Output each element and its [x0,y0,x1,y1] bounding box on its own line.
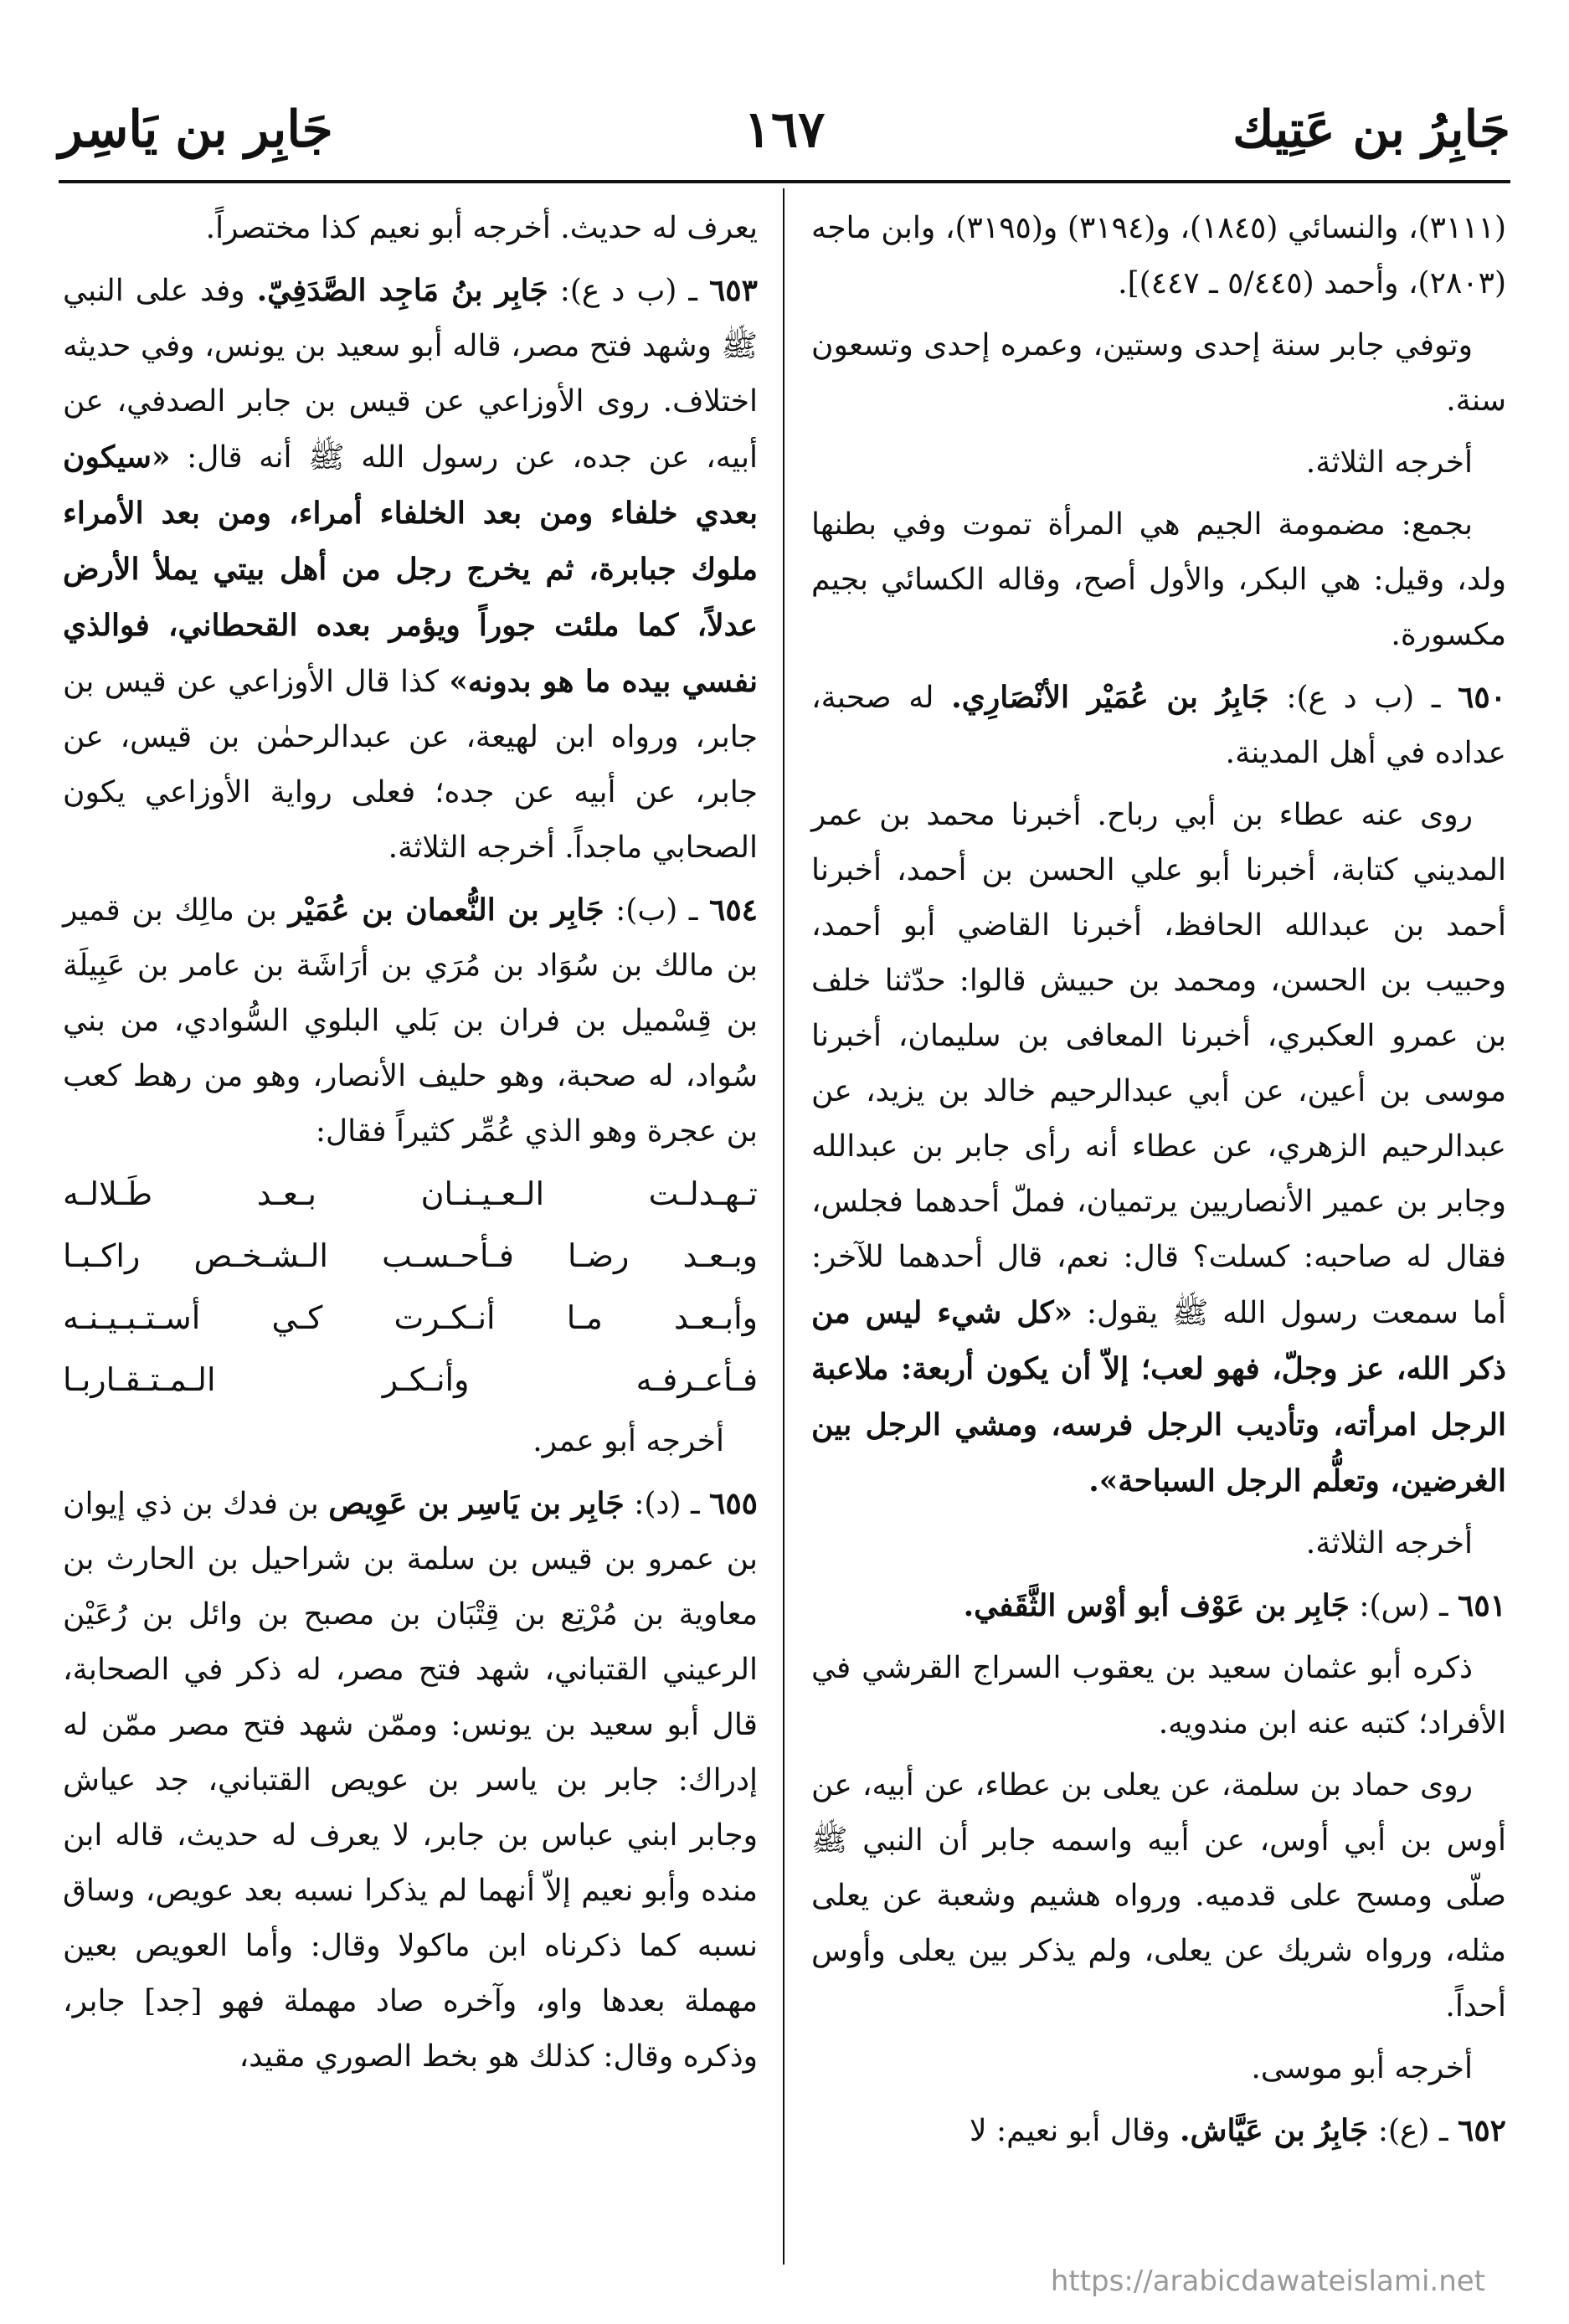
right-column [811,201,1506,2166]
paragraph-text: أخرجه الثلاثة. [1305,1526,1473,1560]
entry-name: جَابِر بنُ مَاجِد الصَّدَفِيّ. [256,273,548,308]
entry-name: جَابِرُ بن عُمَيْر الأنْصَارِي. [951,680,1269,715]
biography-entry: ٦٥٣ ـ (ب د ع): جَابِر بنُ مَاجِد الصَّدَفِيّ. وفد على النبي ﷺ وشهد فتح مصر، قاله أبو سعيد بن يونس، وفي حديثه اختلاف. روى الأوزاعي عن قيس بن جابر الصدفي، عن أبيه، عن جده، عن رسول الله ﷺ أنه قال: «سيكون بعدي خلفاء ومن بعد الخلفاء أمراء، ومن بعد الأمراء ملوك جبابرة، ثم يخرج رجل من أهل بيتي يملأ الأرض عدلاً، كما ملئت جوراً ويؤمر بعده القحطاني، فوالذي نفسي بيده ما هو بدونه» كذا قال الأوزاعي عن قيس بن جابر، ورواه ابن لهيعة، عن عبدالرحمٰن بن قيس، عن جابر، عن أبيه عن جده؛ فعلى رواية الأوزاعي يكون الصحابي ماجداً. أخرجه الثلاثة. [63,273,758,865]
entry-number: ٦٥٢ [1457,2113,1506,2148]
entry-number: ٦٥٤ [709,892,759,928]
paragraph-text: وتوفي جابر سنة إحدى وستين، وعمره إحدى وتسعون سنة. [811,328,1506,418]
paragraph [63,1414,758,1469]
poetry-verse: تـهـدلـت الـعـيـنـان بـعـد طَـلالـه [63,1175,758,1212]
page-number: ١٦٧ [743,100,826,159]
paragraph-text: أخرجه أبو موسى. [1251,2051,1473,2085]
paragraph-text: (٣١١١)، والنسائي (١٨٤٥)، و(٣١٩٤) و(٣١٩٥)، وابن ماجه (٢٨٠٣)، وأحمد (٥/٤٤٥ ـ ٤٤٧)]. [811,211,1507,301]
paragraph [811,201,1506,311]
biography-entry: ٦٥٤ ـ (ب): جَابِر بن النُّعمان بن عُمَيْر بن مالِك بن قمير بن مالك بن سُوَاد بن مُرَي بن أرَاشَة بن عامر بن عَبِيلَة بن قِسْميل بن فران بن بَلي البلوي السُّوادي، من بني سُواد، له صحبة، وهو حليف الأنصار، وهو من رهط كعب بن عجرة وهو الذي عُمِّر كثيراً فقال: [63,892,759,1149]
entry-number: ٦٥٥ [709,1486,759,1521]
entry-number: ٦٥١ [1457,1588,1506,1623]
entry-source-code: (س): [1359,1589,1430,1623]
paragraph [811,2041,1506,2096]
paragraph [63,201,758,256]
entry-source-code: (د): [634,1487,682,1521]
hadith-quote: «سيكون بعدي خلفاء ومن بعد الخلفاء أمراء، ومن بعد الأمراء ملوك جبابرة، ثم يخرج رجل من أهل بيتي يملأ الأرض عدلاً، كما ملئت جوراً ويؤمر بعده القحطاني، فوالذي نفسي بيده ما هو بدونه» [63,440,758,699]
entry-source-code: (ع): [1377,2114,1430,2148]
header-right-title: جَابِرُ بن عَتِيك [1232,100,1510,159]
paragraph-text: روى عنه عطاء بن أبي رباح. أخبرنا محمد بن عمر المديني كتابة، أخبرنا أبو علي الحسن بن أحمد، أخبرنا أحمد بن عبدالله الحافظ، أخبرنا القاضي أبو أحمد، وحبيب بن الحسن، ومحمد بن حبيش قالوا: حدّثنا خلف بن عمرو العكبري، أخبرنا المعافى بن سليمان، أخبرنا موسى بن أعين، عن أبي عبدالرحيم خالد بن يزيد، عن عبدالرحيم الزهري، عن عطاء أنه رأى جابر بن عبدالله وجابر بن عمير الأنصاريين يرتميان، فملّ أحدهما فجلس، فقال له صاحبه: كسلت؟ قال: نعم، قال أحدهما للآخر: أما سمعت رسول الله ﷺ يقول: [811,798,1506,1330]
paragraph [811,788,1506,1509]
entry-name: جَابِر بن النُّعمان بن عُمَيْر [288,892,604,928]
entry-name: جَابِر بن عَوْف أبو أوْس الثَّقَفي. [963,1588,1350,1623]
header-left-title: جَابِر بن يَاسِر [59,100,333,159]
entry-number: ٦٥٣ [708,273,758,308]
paragraph [811,1516,1506,1571]
paragraph-text: يعرف له حديث. أخرجه أبو نعيم كذا مختصراً. [205,211,758,245]
entry-text: وقال أبو نعيم: لا [970,2114,1170,2148]
paragraph [811,1641,1506,1751]
entry-text: وفد على النبي ﷺ وشهد فتح مصر، قاله أبو سعيد بن يونس، وفي حديثه اختلاف. روى الأوزاعي عن قيس بن جابر الصدفي، عن أبيه، عن جده، عن رسول الله ﷺ أنه قال: [63,274,758,475]
header-rule [59,180,1510,183]
entry-text: له صحبة، عداده في أهل المدينة. [811,681,1506,770]
paragraph-text: بجمع: مضمومة الجيم هي المرأة تموت وفي بطنها ولد، وقيل: هي البكر، والأول أصح، وقاله الكسائي بجيم مكسورة. [811,507,1506,652]
biography-entry: ٦٥٢ ـ (ع): جَابِرُ بن عَيَّاش. وقال أبو نعيم: لا [970,2113,1506,2148]
entry-text: بن مالِك بن قمير بن مالك بن سُوَاد بن مُرَي بن أرَاشَة بن عامر بن عَبِيلَة بن قِسْميل بن فران بن بَلي البلوي السُّوادي، من بني سُواد، له صحبة، وهو حليف الأنصار، وهو من رهط كعب بن عجرة وهو الذي عُمِّر كثيراً فقال: [63,893,758,1149]
entry-source-code: (ب): [615,893,678,928]
biography-entry: ٦٥٥ ـ (د): جَابِر بن يَاسِر بن عَوِيص بن فدك بن ذي إيوان بن عمرو بن قيس بن سلمة بن شراحيل بن الحارث بن معاوية بن مُرْتِع بن قِتْبَان بن مصبح بن وائل بن رُعَيْن الرعيني القتباني، شهد فتح مصر، له ذكر في الصحابة، قال أبو سعيد بن يونس: وممّن شهد فتح مصر ممّن له إدراك: جابر بن ياسر بن عويص القتباني، جد عياش وجابر ابني عباس بن جابر، لا يعرف له حديث، قاله ابن منده وأبو نعيم إلاّ أنهما لم يذكرا نسبه بعد عويص، وساق نسبه كما ذكرناه ابن ماكولا وقال: وأما العويص بعين مهملة بعدها واو، وآخره صاد مهملة فهو [جد] جابر، وذكره وقال: كذلك هو بخط الصوري مقيد، [63,1486,759,2074]
watermark: https://arabicdawateislami.net [1050,2265,1485,2298]
page-header [59,100,1510,176]
hadith-quote: «كل شيء ليس من ذكر الله، عز وجلّ، فهو لعب؛ إلاّ أن يكون أربعة: ملاعبة الرجل امرأته، وتأديب الرجل فرسه، ومشي الرجل بين الغرضين، وتعلُّم الرجل السباحة». [811,1295,1506,1499]
entry-name: جَابِر بن يَاسِر بن عَوِيص [328,1486,625,1521]
paragraph-text: ذكره أبو عثمان سعيد بن يعقوب السراج القرشي في الأفراد؛ كتبه عنه ابن مندويه. [811,1651,1506,1740]
paragraph [811,318,1506,429]
paragraph-text: أخرجه الثلاثة. [1305,445,1473,480]
entry-source-code: (ب د ع): [559,274,677,308]
poetry-verse: وبـعـد رضـا فـأحـسـب الـشـخـص راكـبـا [63,1237,758,1274]
entry-text: بن فدك بن ذي إيوان بن عمرو بن قيس بن سلمة بن شراحيل بن الحارث بن معاوية بن مُرْتِع بن قِتْبَان بن مصبح بن وائل بن رُعَيْن الرعيني القتباني، شهد فتح مصر، له ذكر في الصحابة، قال أبو سعيد بن يونس: وممّن شهد فتح مصر ممّن له إدراك: جابر بن ياسر بن عويص القتباني، جد عياش وجابر ابني عباس بن جابر، لا يعرف له حديث، قاله ابن منده وأبو نعيم إلاّ أنهما لم يذكرا نسبه بعد عويص، وساق نسبه كما ذكرناه ابن ماكولا وقال: وأما العويص بعين مهملة بعدها واو، وآخره صاد مهملة فهو [جد] جابر، وذكره وقال: كذلك هو بخط الصوري مقيد، [63,1487,758,2074]
column-divider [783,188,784,2265]
paragraph-text: أخرجه أبو عمر. [532,1424,724,1458]
paragraph-text: روى حماد بن سلمة، عن يعلى بن عطاء، عن أبيه، عن أوس بن أبي أوس، عن أبيه واسمه جابر أن النبي ﷺ صلّى ومسح على قدميه. ورواه هشيم وشعبة عن يعلى مثله، ورواه شريك عن يعلى، ولم يذكر بين يعلى وأوس أحداً. [811,1768,1506,2023]
left-column [63,201,758,2091]
entry-text-after: كذا قال الأوزاعي عن قيس بن جابر، ورواه ابن لهيعة، عن عبدالرحمٰن بن قيس، عن جابر، عن أبيه عن جده؛ فعلى رواية الأوزاعي يكون الصحابي ماجداً. أخرجه الثلاثة. [63,665,758,865]
poetry-verse: فـأعـرفـه وأنـكـر الـمـتـقـاربـا [63,1361,758,1398]
biography-entry: ٦٥١ ـ (س): جَابِر بن عَوْف أبو أوْس الثَّقَفي. [963,1588,1506,1623]
poetry-verse: وأبـعـد مـا أنـكـرت كـي أسـتـبـيـنـه [63,1299,758,1336]
paragraph [811,497,1506,663]
entry-name: جَابِرُ بن عَيَّاش. [1180,2113,1369,2148]
biography-entry: ٦٥٠ ـ (ب د ع): جَابِرُ بن عُمَيْر الأنْصَارِي. له صحبة، عداده في أهل المدينة. [811,680,1507,770]
entry-source-code: (ب د ع): [1286,681,1415,715]
paragraph [811,435,1506,491]
entry-number: ٦٥٠ [1458,680,1507,715]
paragraph [811,1758,1506,2034]
